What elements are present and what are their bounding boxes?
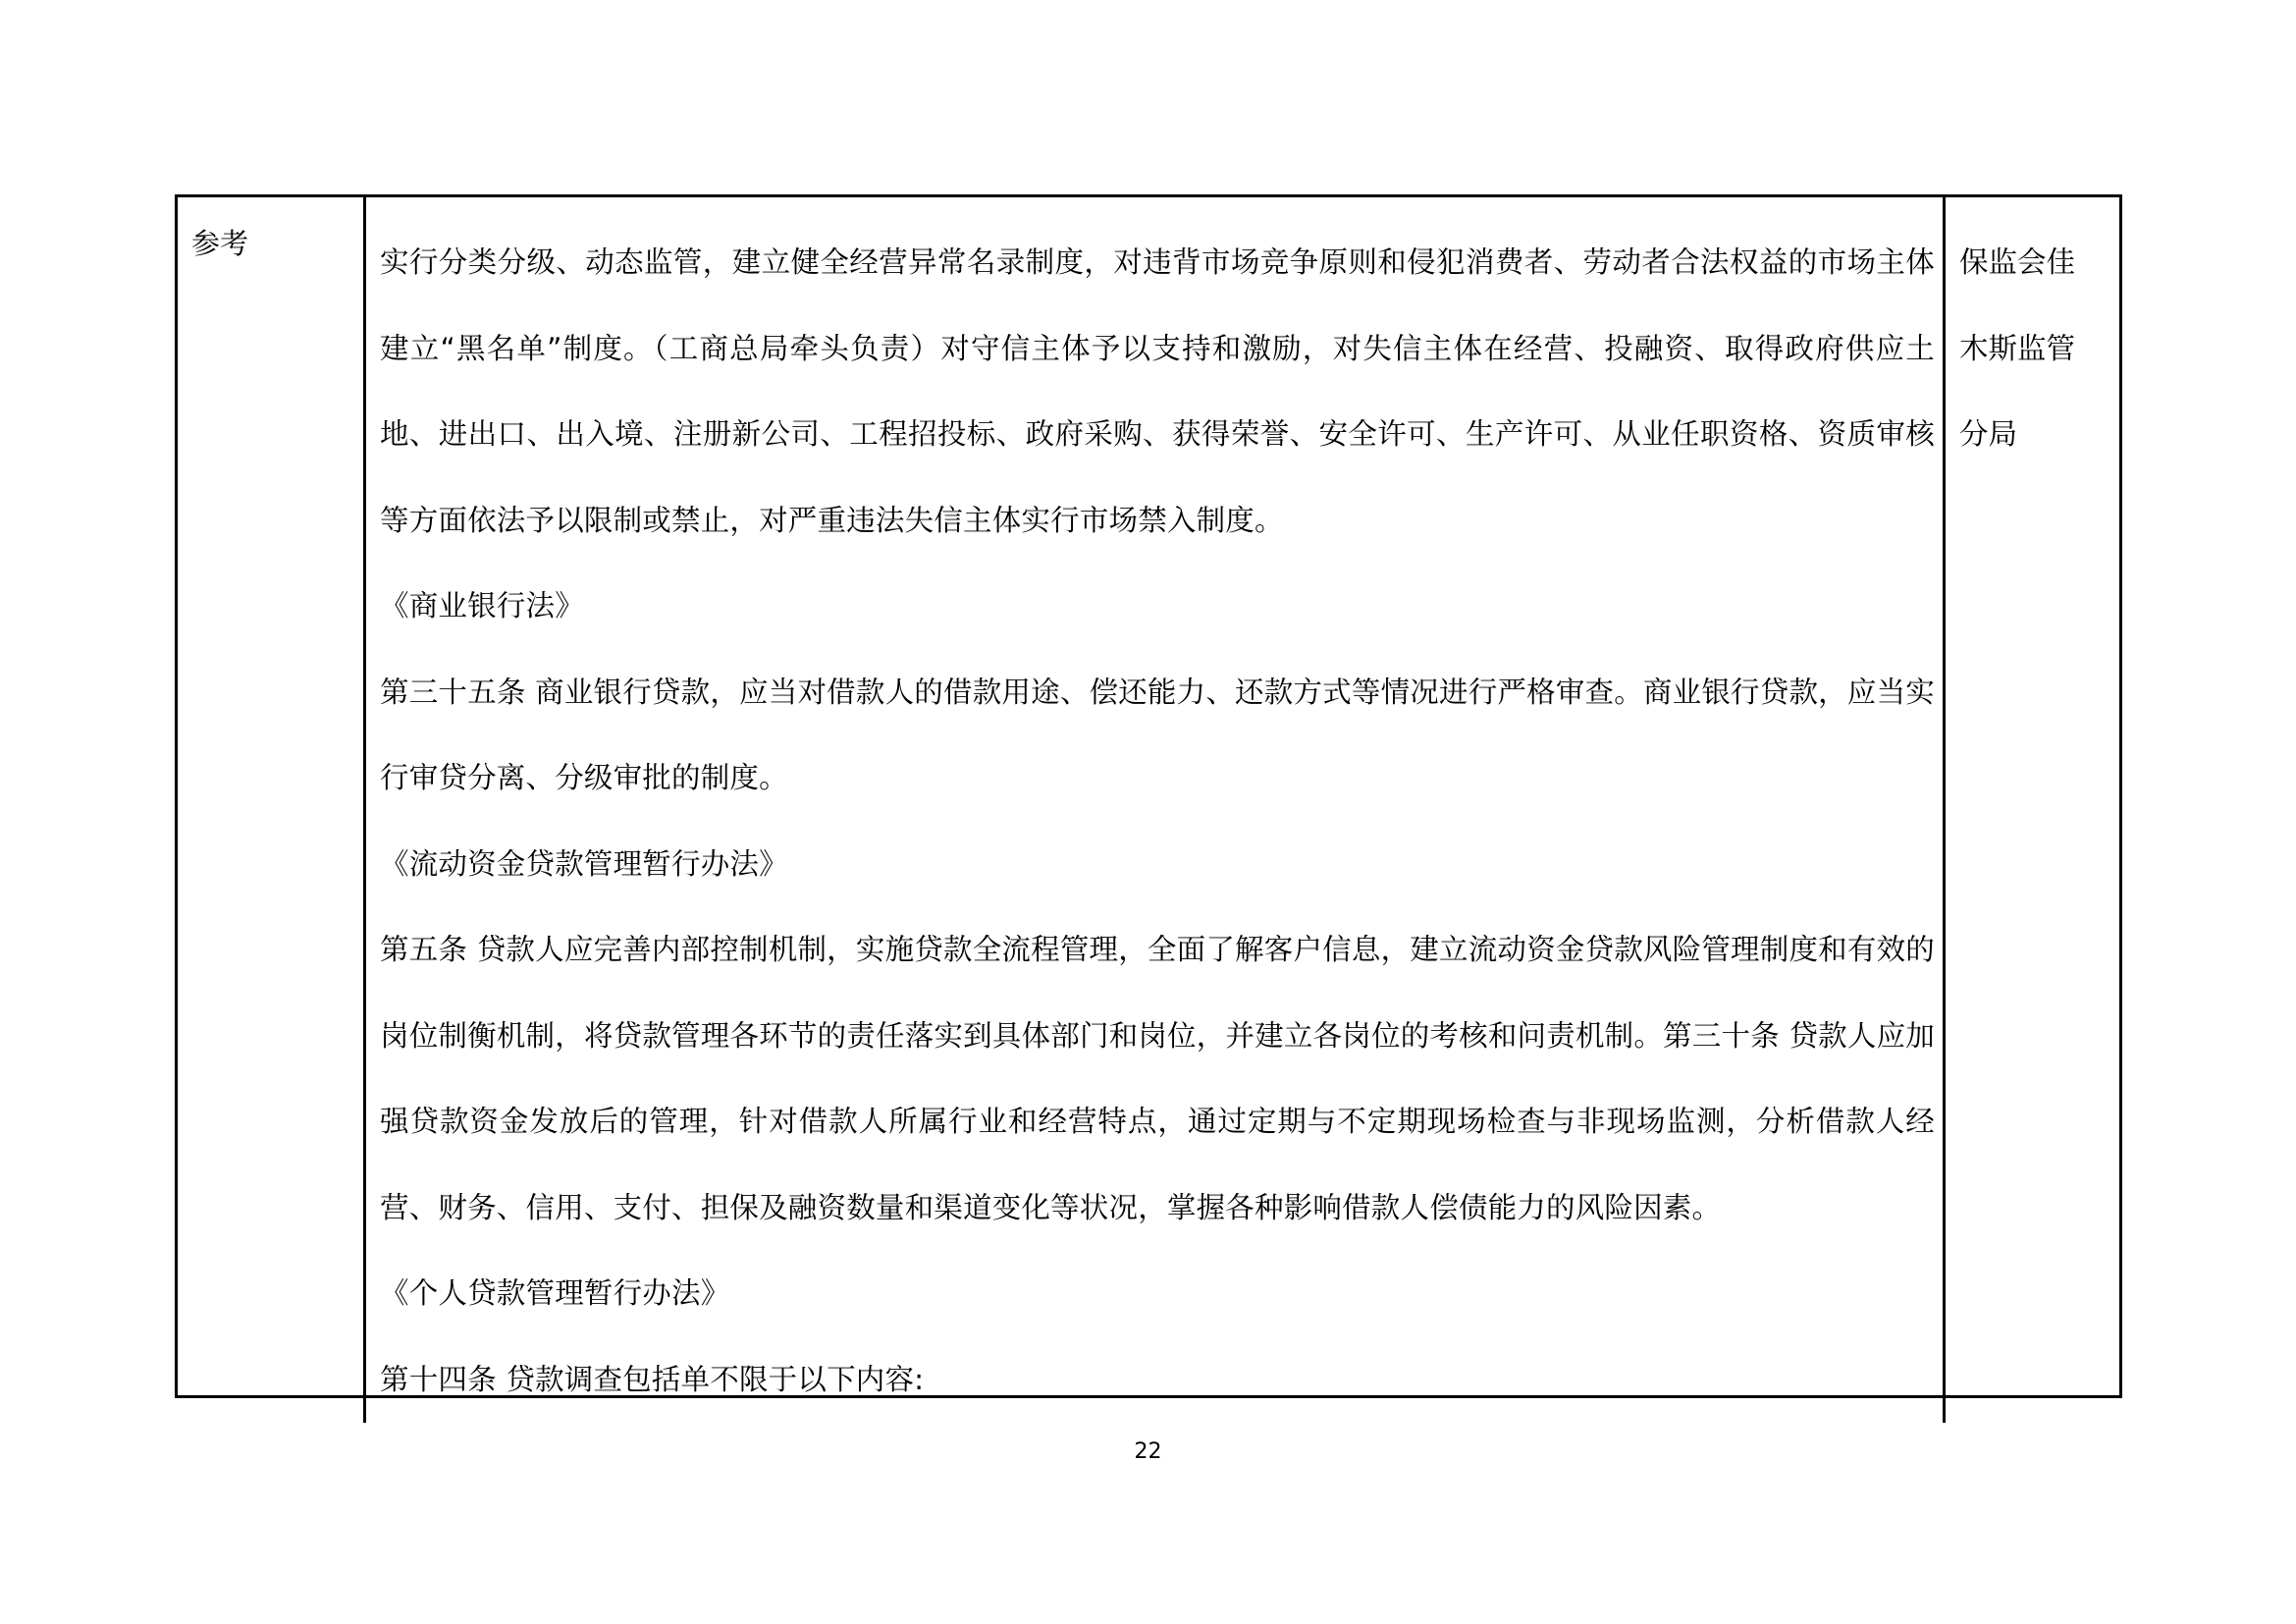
category-label: 参考 bbox=[191, 227, 249, 260]
department-label: 保监会佳木斯监管分局 bbox=[1959, 245, 2076, 451]
content-paragraph: 第十四条 贷款调查包括单不限于以下内容: bbox=[380, 1362, 925, 1396]
content-paragraph: 第五条 贷款人应完善内部控制机制，实施贷款全流程管理，全面了解客户信息，建立流动资金贷款风险管理制度和有效的岗位制衡机制，将贷款管理各环节的责任落实到具体部门和岗位，并建立各岗位的考核和问责机制。第三十条 贷款人应加强贷款资金发放后的管理，针对借款人所属行业和经营特点，通过定期与不定期现场检查与非现场监测，分析借款人经营、财务、信用、支付、担保及融资数量和渠道变化等状况，掌握各种影响借款人偿债能力的风险因素。 bbox=[380, 933, 1935, 1224]
department-cell bbox=[1946, 197, 2103, 1423]
document-table bbox=[175, 194, 2122, 1398]
category-cell bbox=[178, 197, 366, 1423]
law-title-personal-loan: 《个人贷款管理暂行办法》 bbox=[380, 1276, 730, 1310]
content-cell bbox=[366, 197, 1946, 1423]
content-paragraph: 实行分类分级、动态监管，建立健全经营异常名录制度，对违背市场竞争原则和侵犯消费者、劳动者合法权益的市场主体建立“黑名单”制度。（工商总局牵头负责）对守信主体予以支持和激励，对失信主体在经营、投融资、取得政府供应土地、进出口、出入境、注册新公司、工程招投标、政府采购、获得荣誉、安全许可、生产许可、从业任职资格、资质审核等方面依法予以限制或禁止，对严重违法失信主体实行市场禁入制度。 bbox=[380, 245, 1935, 537]
law-title-commercial-bank: 《商业银行法》 bbox=[380, 589, 584, 623]
law-title-working-capital: 《流动资金贷款管理暂行办法》 bbox=[380, 846, 788, 881]
content-paragraph: 第三十五条 商业银行贷款，应当对借款人的借款用途、偿还能力、还款方式等情况进行严格审查。商业银行贷款，应当实行审贷分离、分级审批的制度。 bbox=[380, 675, 1935, 794]
page-number: 22 bbox=[1134, 1439, 1162, 1464]
